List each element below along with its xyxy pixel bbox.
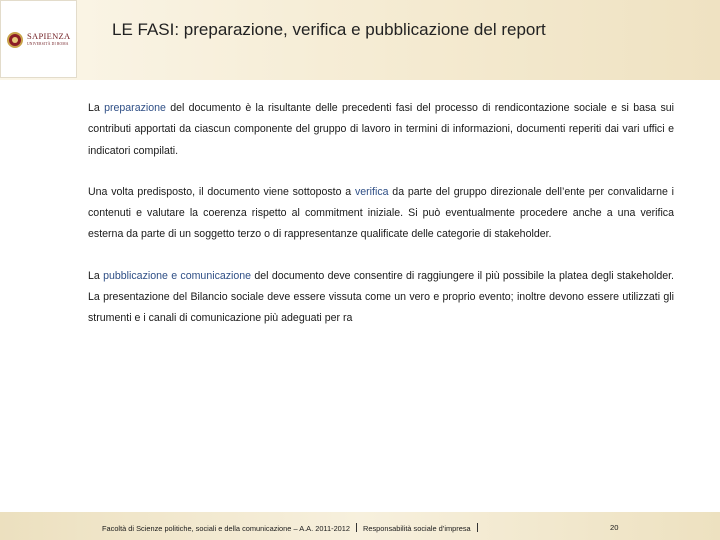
footer-text	[102, 523, 484, 533]
p1-text-start: La	[88, 102, 105, 114]
p2-text-rest: da parte del gruppo direzionale dell’ente per convalidarne i contenuti e valutare la coerenza rispetto al commitment iniziale. Si può eventualmente procedere anche a una verifica esterna da parte di un soggetto terzo o di rappresentanze qualificate delle categorie di stakeholder.	[88, 185, 675, 241]
p3-text-rest: del documento deve consentire di raggiungere il più possibile la platea degli stakeholder. La presentazione del Bilancio sociale deve essere vissuta come un vero e proprio evento; inoltre devono essere utilizzati gli strumenti e i canali di comunicazione più adeguati per ra	[88, 269, 675, 325]
paragraph-verifica	[88, 182, 674, 246]
term-verifica: verifica	[354, 185, 389, 198]
slide-title: LE FASI: preparazione, verifica e pubblicazione del report	[112, 20, 546, 39]
footer-faculty: Facoltà di Scienze politiche, sociali e della comunicazione – A.A. 2011-2012	[102, 524, 351, 533]
footer-course: Responsabilità sociale d’impresa	[363, 524, 471, 533]
term-preparazione: preparazione	[104, 102, 166, 114]
footer-divider	[356, 523, 357, 532]
logo-subtitle: UNIVERSITÀ DI ROMA	[27, 42, 69, 46]
page-number: 20	[610, 523, 619, 532]
p3-text-start: La	[88, 269, 104, 282]
term-pubblicazione: pubblicazione e comunicazione	[103, 269, 252, 282]
logo-name: SAPIENZA	[27, 31, 71, 41]
paragraph-pubblicazione	[88, 266, 674, 330]
paragraph-preparazione	[88, 98, 674, 162]
university-logo	[0, 0, 77, 78]
slide-body	[88, 98, 674, 330]
footer-divider-end	[477, 523, 478, 532]
p1-text-rest: del documento è la risultante delle precedenti fasi del processo di rendicontazione sociale e si basa sui contributi apportati da ciascun componente del gruppo di lavoro in termini di informazioni, documenti reperiti dai vari uffici e indicatori compilati.	[88, 102, 674, 157]
header-band	[0, 0, 720, 80]
p2-text-start: Una volta predisposto, il documento viene sottoposto a	[88, 185, 355, 198]
seal-icon	[7, 32, 23, 48]
